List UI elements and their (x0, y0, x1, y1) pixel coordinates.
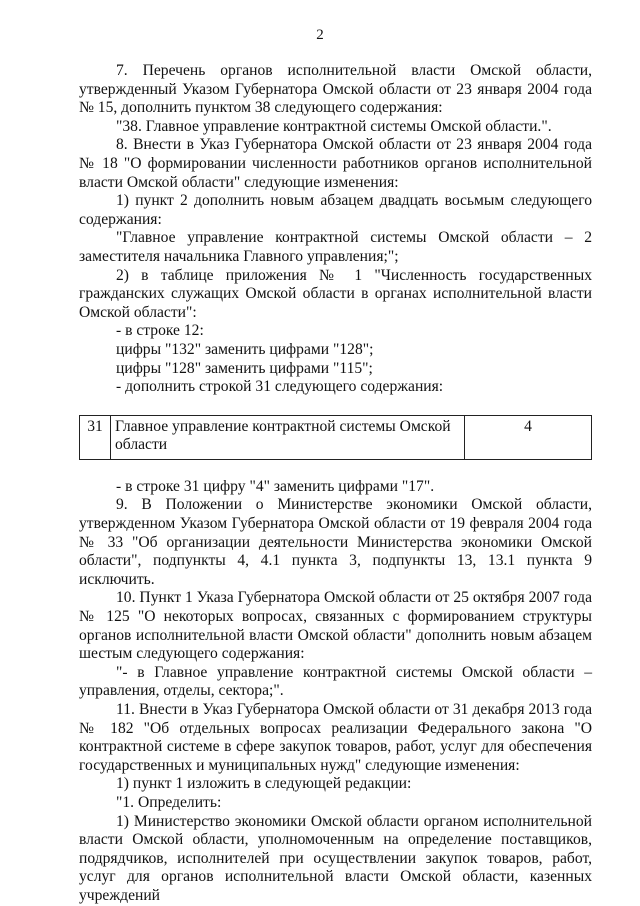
line-row-31-change: - в строке 31 цифру "4" заменить цифрами "17". (116, 477, 435, 495)
paragraph-item-9: 9. В Положении о Министерстве экономики Омской области, утвержденном Указом Губернатора Омской области от 19 февраля 2004 года № 33 "Об организации деятельности Министерства экономики Омской области", подпункты 4, 4.1 пункта 3, подпункты 13, 13.1 пункта 9 исключить. (79, 496, 592, 588)
document-body (79, 62, 592, 906)
paragraph-item-11: 11. Внести в Указ Губернатора Омской области от 31 декабря 2013 года № 182 "Об отдельных вопросах реализации Федерального закона "О контрактной системе в сфере закупок товаров, работ, услуг для обеспечения государственных и муниципальных нужд" следующие изменения: (79, 701, 592, 774)
paragraph-subitem-2: 2) в таблице приложения № 1 "Численность государственных гражданских служащих Омской области в органах исполнительной власти Омской области": (79, 266, 592, 321)
line-replace-132: цифры "132" заменить цифрами "128"; (116, 340, 374, 358)
paragraph-item-8: 8. Внести в Указ Губернатора Омской области от 23 января 2004 года № 18 "О формировании численности работников органов исполнительной власти Омской области" следующие изменения: (79, 136, 592, 191)
paragraph-quote-deputies: "Главное управление контрактной системы Омской области – 2 заместителя начальника Главного управления;"; (79, 229, 592, 265)
paragraph-subitem-1: 1) пункт 2 дополнить новым абзацем двадцать восьмым следующего содержания: (79, 192, 592, 228)
table-cell-name: Главное управление контрактной системы Омской области (111, 415, 465, 459)
table-cell-value: 4 (465, 415, 592, 459)
paragraph-quote-departments: "- в Главное управление контрактной системы Омской области – управления, отделы, сектора;". (79, 663, 592, 700)
table-row (80, 415, 592, 459)
paragraph-item-10: 10. Пункт 1 Указа Губернатора Омской области от 25 октября 2007 года № 125 "О некоторых вопросах, связанных с формированием структуры органов исполнительной власти Омской области" дополнить новым абзацем шестым следующего содержания: (79, 589, 592, 663)
paragraph-item-7: 7. Перечень органов исполнительной власти Омской области, утвержденный Указом Губернатора Омской области от 23 января 2004 года № 15, дополнить пунктом 38 следующего содержания: (79, 62, 592, 117)
paragraph-subitem-1-edit: 1) пункт 1 изложить в следующей редакции: (116, 775, 412, 793)
inserted-table (79, 415, 592, 460)
line-row-12: - в строке 12: (116, 322, 204, 340)
line-add-row-31: - дополнить строкой 31 следующего содержания: (116, 378, 444, 396)
paragraph-define: "1. Определить: (116, 793, 222, 811)
line-replace-128: цифры "128" заменить цифрами "115"; (116, 359, 373, 377)
paragraph-item-38-text: "38. Главное управление контрактной системы Омской области.". (116, 117, 552, 135)
paragraph-ministry: 1) Министерство экономики Омской области органом исполнительной власти Омской области, уполномоченным на определение поставщиков, подрядчиков, исполнителей при осуществлении закупок товаров, работ, услуг для органов исполнительной власти Омской области, казенных учреждений (79, 812, 592, 904)
page-number: 2 (316, 27, 324, 43)
table-cell-number: 31 (80, 415, 111, 459)
